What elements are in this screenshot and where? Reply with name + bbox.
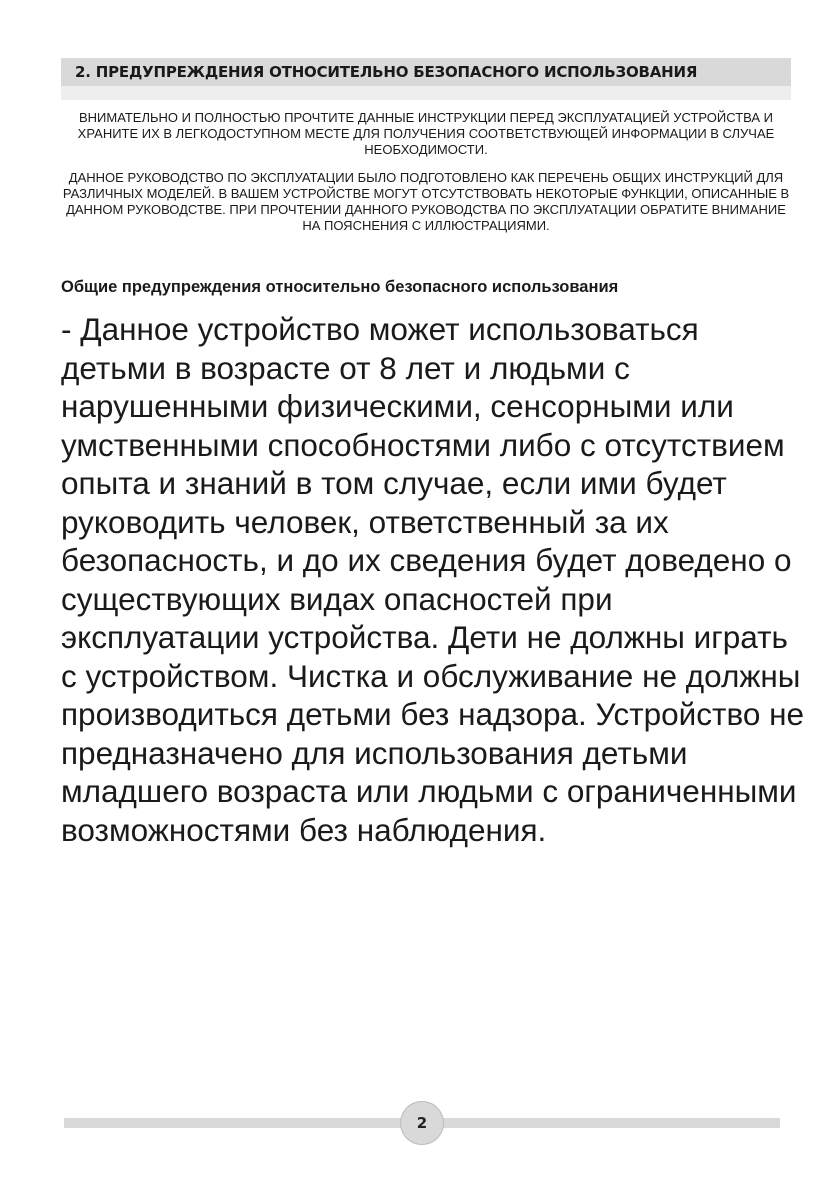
page-number: 2	[416, 1114, 428, 1132]
notice-manual-scope: ДАННОЕ РУКОВОДСТВО ПО ЭКСПЛУАТАЦИИ БЫЛО ПОДГОТОВЛЕНО КАК ПЕРЕЧЕНЬ ОБЩИХ ИНСТРУКЦИЙ ДЛЯ РАЗЛИЧНЫХ МОДЕЛЕЙ. В ВАШЕМ УСТРОЙСТВЕ МОГУТ ОТСУТСТВОВАТЬ НЕКОТОРЫЕ ФУНКЦИИ, ОПИСАННЫЕ В ДАННОМ РУКОВОДСТВЕ. ПРИ ПРОЧТЕНИИ ДАННОГО РУКОВОДСТВА ПО ЭКСПЛУАТАЦИИ ОБРАТИТЕ ВНИМАНИЕ НА ПОЯСНЕНИЯ С ИЛЛЮСТРАЦИЯМИ.	[62, 170, 790, 233]
notice-read-instructions: ВНИМАТЕЛЬНО И ПОЛНОСТЬЮ ПРОЧТИТЕ ДАННЫЕ ИНСТРУКЦИИ ПЕРЕД ЭКСПЛУАТАЦИЕЙ УСТРОЙСТВА И ХРАНИТЕ ИХ В ЛЕГКОДОСТУПНОМ МЕСТЕ ДЛЯ ПОЛУЧЕНИЯ СООТВЕТСТВУЮЩЕЙ ИНФОРМАЦИИ В СЛУЧАЕ НЕОБХОДИМОСТИ.	[77, 110, 775, 157]
subheading: Общие предупреждения относительно безопасного использования	[61, 278, 619, 296]
page-number-badge	[400, 1101, 444, 1145]
section-header	[61, 58, 791, 100]
section-title: 2. ПРЕДУПРЕЖДЕНИЯ ОТНОСИТЕЛЬНО БЕЗОПАСНОГО ИСПОЛЬЗОВАНИЯ	[75, 63, 698, 81]
safety-warning-paragraph: - Данное устройство может использоваться детьми в возрасте от 8 лет и людьми с нарушенными физическими, сенсорными или умственными способностями либо с отсутствием опыта и знаний в том случае, если ими будет руководить человек, ответственный за их безопасность, и до их сведения будет доведено о существующих видах опасностей при эксплуатации устройства. Дети не должны играть с устройством. Чистка и обслуживание не должны производиться детьми без надзора. Устройство не предназначено для использования детьми младшего возраста или людьми с ограниченными возможностями без наблюдения.	[61, 311, 805, 848]
